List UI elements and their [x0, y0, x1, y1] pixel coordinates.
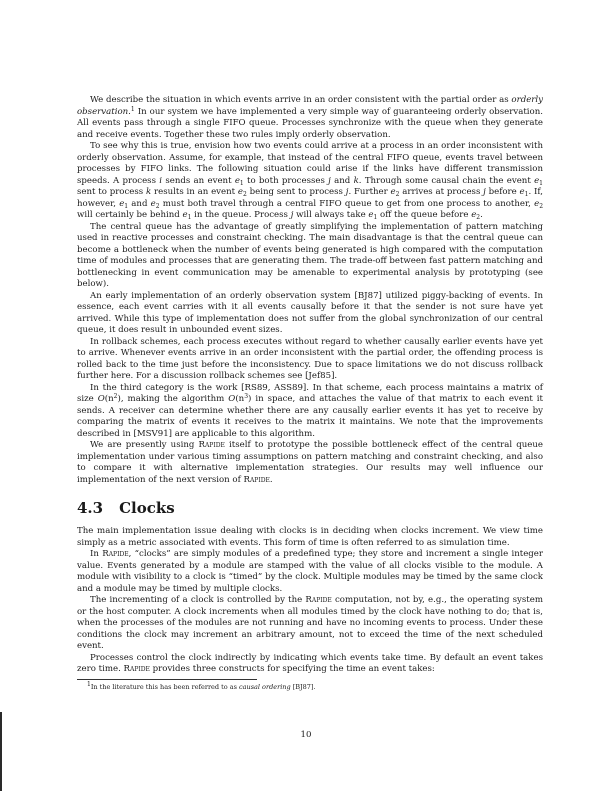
paragraph-prototyping: We are presently using Rapide itself to prototype the possible bottleneck effect of the central queue implementation under various timing assumptions on pattern matching and constraint checking, and also to compare it with alternative implementation strategies. Our results may well influence our implementation of the next version of Rapide. [77, 440, 543, 485]
footnote-separator [77, 679, 257, 680]
section-number: 4.3 [77, 499, 104, 517]
section-heading [77, 499, 543, 517]
paragraph-processes-control: Processes control the clock indirectly by indicating which events take time. By default an event takes zero time. Rapide provides three constructs for specifying the time an event takes: [77, 652, 543, 674]
paragraph-early-implementation: An early implementation of an orderly observation system [BJ87] utilized piggy-backing of events. In essence, each event carries with it all events causally before it that the sender is not sure have yet arrived. While this type of implementation does not suffer from the global synchronization of our central queue, it does result in unbounded event sizes. [77, 290, 543, 335]
page-body [77, 95, 543, 691]
paragraph-clocks-modules: In Rapide, “clocks” are simply modules of a predefined type; they store and increment a single integer value. Events generated by a module are stamped with the value of all clocks visible to the module. A module with visibility to a clock is “timed” by the clock. Multiple modules may be timed by the same clock and a module may be timed by multiple clocks. [77, 549, 543, 594]
paragraph-central-queue: The central queue has the advantage of greatly simplifying the implementation of pattern matching used in reactive processes and constraint checking. The main disadvantage is that the central queue can become a bottleneck when the number of events being generated is high compared with the computation time of modules and processes that are generating them. The trade-off between fast pattern matching and bottlenecking in event communication may be amenable to experimental analysis by prototyping (see below). [77, 221, 543, 289]
paragraph-rollback: In rollback schemes, each process executes without regard to whether causally earlier events have yet to arrive. Whenever events arrive in an order inconsistent with the partial order, the offending process is rolled back to the time just before the inconsistency. Due to space limitations we do not discuss rollback further here. For a discussion rollback schemes see [Jef85]. [77, 336, 543, 381]
paragraph-clocks-intro: The main implementation issue dealing with clocks is in deciding when clocks increment. We view time simply as a metric associated with events. This form of time is often referred to as simulation time. [77, 526, 543, 548]
paragraph-fifo-example: To see why this is true, envision how two events could arrive at a process in an order inconsistent with orderly observation. Assume, for example, that instead of the central FIFO queue, events travel between processes by FIFO links. The following situation could arise if the links have different transmission speeds. A process i sends an event $e_1$ to both processes j and k. Through some causal chain the event $e_1$ sent to process k results in an event $e_2$ being sent to process j. Further $e_2$ arrives at process j before $e_1$. If, however, $e_1$ and $e_2$ must both travel through a central FIFO queue to get from one process to another, $e_2$ will certainly be behind $e_1$ in the queue. Process j will always take $e_1$ off the queue before $e_2$. [77, 141, 544, 221]
page-edge-line [0, 712, 2, 791]
footnote: $^1$In the literature this has been referred to as causal ordering [BJ87]. [87, 680, 316, 691]
page-number: 10 [300, 730, 312, 740]
footnote-ref: 1 [130, 105, 135, 113]
paragraph-clock-increment: The incrementing of a clock is controlled by the Rapide computation, not by, e.g., the operating system or the host computer. A clock increments when all modules timed by the clock have nothing to do; that is, when the processes of the modules are not running and have no incoming events to process. Under these conditions the clock may increment an arbitrary amount, not to exceed the time of the next scheduled event. [77, 595, 543, 651]
section-title: Clocks [119, 499, 175, 517]
paragraph-orderly-observation: We describe the situation in which events arrive in an order consistent with the partial order as orderly observation.$^1$ In our system we have implemented a very simple way of guaranteeing orderly observation. All events pass through a single FIFO queue. Processes synchronize with the queue when they generate and receive events. Together these two rules imply orderly observation. [77, 95, 543, 140]
paragraph-third-category: In the third category is the work [RS89, ASS89]. In that scheme, each process maintains a matrix of size $O(n^2)$, making the algorithm $O(n^3)$ in space, and attaches the value of that matrix to each event it sends. A receiver can determine whether there are any causally earlier events it has yet to receive by comparing the matrix of events it receives to the matrix it maintains. We note that the improvements described in [MSV91] are applicable to this algorithm. [77, 382, 543, 439]
